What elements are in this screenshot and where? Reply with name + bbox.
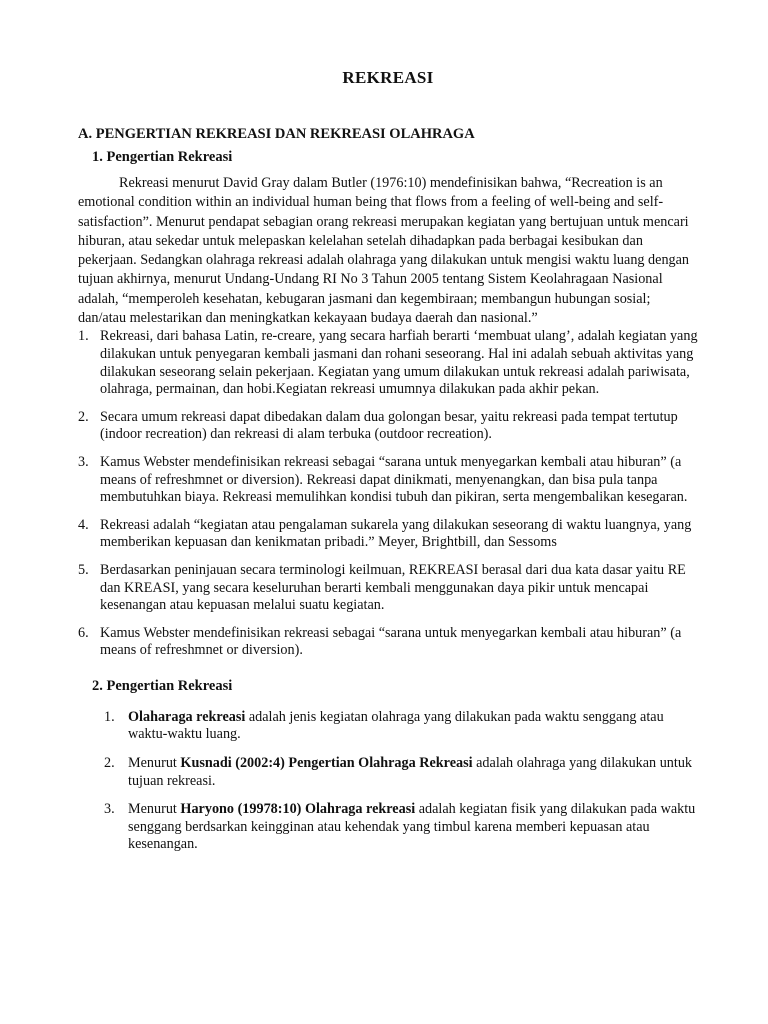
definition-list-2 <box>78 709 698 854</box>
list-item-text: Kamus Webster mendefinisikan rekreasi sebagai “sarana untuk menyegarkan kembali atau hiburan” (a means of refreshmnet or diversion). <box>100 624 682 659</box>
list-item-bold-term: Haryono (19978:10) Olahraga rekreasi <box>180 801 416 818</box>
list-item-number: 6. <box>78 624 89 641</box>
list-item-number: 3. <box>104 801 115 818</box>
list-item-text: Rekreasi adalah “kegiatan atau pengalaman sukarela yang dilakukan seseorang di waktu luangnya, yang memberikan kepuasan dan kenikmatan pribadi.” Meyer, Brightbill, dan Sessoms <box>100 516 692 551</box>
list-item-number: 3. <box>78 453 89 470</box>
list-item-text <box>128 801 698 854</box>
list-item-text <box>128 709 698 744</box>
list-item-text <box>128 755 698 790</box>
list-item <box>104 801 698 854</box>
list-item <box>78 562 698 615</box>
list-item-text: Kamus Webster mendefinisikan rekreasi sebagai “sarana untuk menyegarkan kembali atau hiburan” (a means of refreshmnet or diversion). Rekreasi dapat dinikmati, menyenangkan, dan bisa pula tanpa membutuhkan biaya. Rekreasi memulihkan kondisi tubuh dan pikiran, serta mengembalikan kesegaran. <box>100 453 688 506</box>
list-item-prefix: Menurut <box>128 801 181 818</box>
list-item <box>78 517 698 552</box>
definition-list-1 <box>78 328 698 660</box>
list-item <box>104 755 698 790</box>
list-item <box>78 328 698 398</box>
list-item <box>78 454 698 507</box>
list-item-bold-term: Olaharaga rekreasi <box>128 708 246 725</box>
list-item <box>78 625 698 660</box>
list-item <box>104 709 698 744</box>
list-item-text: Berdasarkan peninjauan secara terminologi keilmuan, REKREASI berasal dari dua kata dasar yaitu RE dan KREASI, yang secara keseluruhan berarti kembali menggunakan daya pikir untuk mencapai kesenangan atau kepuasan melalui suatu kegiatan. <box>100 561 686 614</box>
list-item-text: Secara umum rekreasi dapat dibedakan dalam dua golongan besar, yaitu rekreasi pada tempat tertutup (indoor recreation) dan rekreasi di alam terbuka (outdoor recreation). <box>100 408 678 443</box>
list-item-rest: adalah kegiatan fisik yang dilakukan pada waktu senggang berdsarkan keingginan atau kehendak yang timbul karena memberi kepuasan atau kesenangan. <box>128 801 696 853</box>
list-item-number: 1. <box>104 708 115 725</box>
list-item-text: Rekreasi, dari bahasa Latin, re-creare, yang secara harfiah berarti ‘membuat ulang’, adalah kegiatan yang dilakukan untuk penyegaran kembali jasmani dan rohani seseorang. Hal ini adalah sebuah aktivitas yang dilakukan seseorang selain pekerjaan. Kegiatan yang umum dilakukan untuk rekreasi adalah pariwisata, olahraga, permainan, dan hobi.Kegiatan rekreasi umumnya dilakukan pada akhir pekan. <box>100 328 698 398</box>
subheading-1: 1. Pengertian Rekreasi <box>92 149 233 165</box>
list-item-rest: adalah olahraga yang dilakukan untuk tujuan rekreasi. <box>128 755 693 789</box>
list-item-number: 5. <box>78 561 89 578</box>
list-item-number: 2. <box>78 408 89 425</box>
intro-paragraph <box>78 174 698 328</box>
list-item-number: 2. <box>104 755 115 772</box>
list-item-bold-term: Kusnadi (2002:4) Pengertian Olahraga Rekreasi <box>180 755 473 772</box>
subheading-2: 2. Pengertian Rekreasi <box>92 677 233 694</box>
list-item-prefix: Menurut <box>128 755 181 772</box>
section-a-heading: A. PENGERTIAN REKREASI DAN REKREASI OLAHRAGA <box>78 126 475 142</box>
list-item-rest: adalah jenis kegiatan olahraga yang dilakukan pada waktu senggang atau waktu-waktu luang. <box>128 708 664 743</box>
list-item-number: 4. <box>78 516 89 533</box>
intro-paragraph-text: Rekreasi menurut David Gray dalam Butler (1976:10) mendefinisikan bahwa, “Recreation is an emotional condition within an individual human being that flows from a feeling of well-being and self-satisfaction”. Menurut pendapat sebagian orang rekreasi merupakan kegiatan yang bertujuan untuk mencari hiburan, atau sekedar untuk melepaskan kelelahan setelah dihadapkan pada berbagai kesibukan dan pekerjaan. Sedangkan olahraga rekreasi adalah olahraga yang dilakukan untuk mengisi waktu luang dengan tujuan akhirnya, menurut Undang-Undang RI No 3 Tahun 2005 tentang Sistem Keolahragaan Nasional adalah, “memperoleh kesehatan, kebugaran jasmani dan kegembiraan; membangun hubungan sosial; dan/atau melestarikan dan meningkatkan kekayaan budaya daerah dan nasional.” <box>78 175 690 327</box>
list-item-number: 1. <box>78 328 89 345</box>
document-title: REKREASI <box>342 68 434 87</box>
list-item <box>78 409 698 444</box>
